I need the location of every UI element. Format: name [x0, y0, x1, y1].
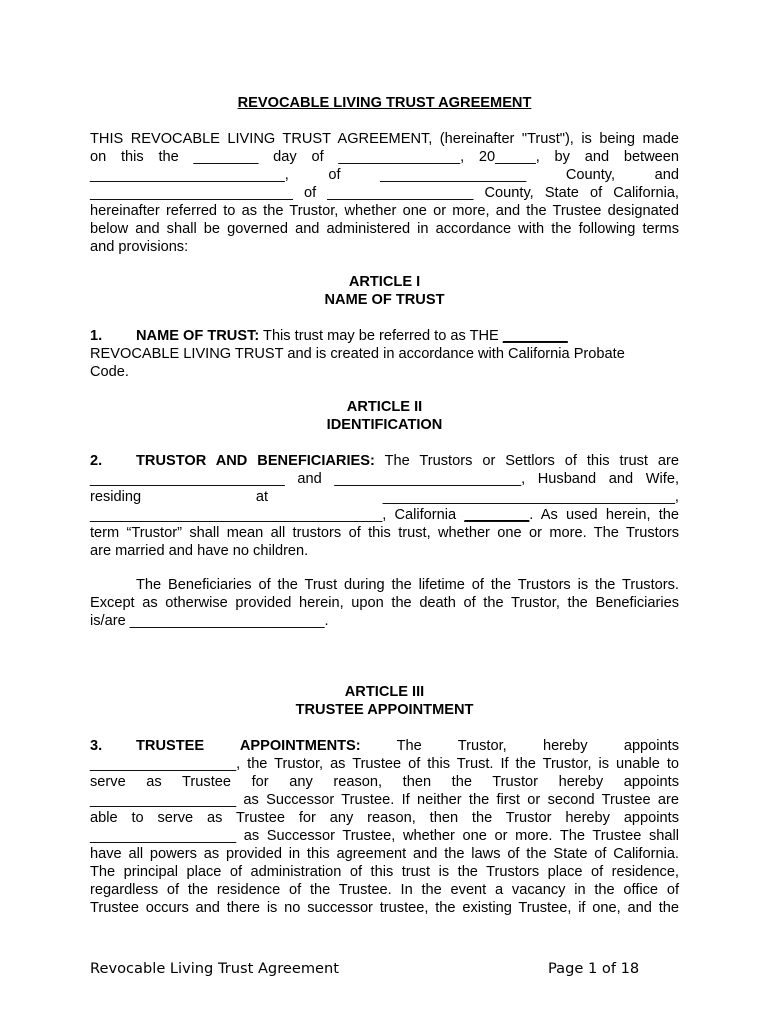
intro-line: hereinafter referred to as the Trustor, whether one or more, and the Trustee designated: [90, 203, 679, 219]
section-line: are married and have no children.: [90, 543, 309, 559]
section-line: Except as otherwise provided herein, upon the death of the Trustor, the Beneficiaries: [90, 595, 679, 611]
section-line: term “Trustor” shall mean all trustors of this trust, whether one or more. The Trustors: [90, 525, 679, 541]
section-text: This trust may be referred to as THE: [259, 328, 503, 344]
article-3-heading: ARTICLE III: [344, 684, 425, 700]
section-number: 3.: [90, 738, 103, 754]
section-text: The Trustor, hereby appoints: [360, 738, 680, 754]
document-title: REVOCABLE LIVING TRUST AGREEMENT: [237, 95, 532, 111]
intro-line: below and shall be governed and administered in accordance with the following terms: [90, 221, 679, 237]
article-2-subheading: IDENTIFICATION: [326, 417, 443, 433]
intro-line: THIS REVOCABLE LIVING TRUST AGREEMENT, (hereinafter "Trust"), is being made: [90, 131, 679, 147]
section-text: The Beneficiaries of the Trust during the lifetime of the Trustors is the Trustors.: [136, 577, 679, 593]
section-line: serve as Trustee for any reason, then the Trustor hereby appoints: [90, 774, 679, 790]
section-line: Trustee occurs and there is no successor trustee, the existing Trustee, if one, and the: [90, 900, 679, 916]
section-label: NAME OF TRUST:: [136, 328, 260, 344]
intro-line: and provisions:: [90, 239, 189, 255]
section-label: TRUSTEE APPOINTMENTS:: [136, 738, 361, 754]
article-1-subheading: NAME OF TRUST: [324, 292, 445, 308]
section-number: 1.: [90, 328, 103, 344]
section-text: ____________________________________, California: [90, 507, 465, 523]
section-text: . As used herein, the: [529, 507, 680, 523]
section-line: able to serve as Trustee for any reason, then the Trustor hereby appoints: [90, 810, 679, 826]
intro-paragraph: [90, 130, 679, 256]
section-line: residing at ____________________________________,: [90, 489, 679, 505]
intro-line: on this the ________ day of _______________, 20_____, by and between: [90, 149, 679, 165]
section-line: is/are ________________________.: [90, 613, 329, 629]
section-number: 2.: [90, 453, 103, 469]
section-line: REVOCABLE LIVING TRUST and is created in accordance with California Probate: [90, 346, 625, 362]
section-label: TRUSTOR AND BENEFICIARIES:: [136, 453, 375, 469]
intro-line: ________________________, of __________________ County, and: [90, 167, 679, 183]
footer-page-number: Page 1 of 18: [548, 960, 640, 977]
section-3-paragraph: [90, 737, 679, 917]
section-text: The Trustors or Settlors of this trust are: [374, 453, 679, 469]
trust-name-blank: ________: [502, 328, 568, 344]
section-line: __________________ as Successor Trustee. If neither the first or second Trustee are: [90, 792, 679, 808]
section-1-paragraph: [90, 327, 679, 381]
section-line: have all powers as provided in this agreement and the laws of the State of California.: [90, 846, 679, 862]
footer-title: Revocable Living Trust Agreement: [90, 960, 339, 977]
section-line: regardless of the residence of the Trustee. In the event a vacancy in the office of: [90, 882, 679, 898]
county-blank: ________: [464, 507, 530, 523]
article-3-subheading: TRUSTEE APPOINTMENT: [295, 702, 474, 718]
section-line: __________________, the Trustor, as Trustee of this Trust. If the Trustor, is unable to: [90, 756, 679, 772]
article-2-heading: ARTICLE II: [346, 399, 423, 415]
article-1-heading: ARTICLE I: [348, 274, 421, 290]
section-line: __________________ as Successor Trustee, whether one or more. The Trustee shall: [90, 828, 679, 844]
section-line: The principal place of administration of this trust is the Trustors place of residence,: [90, 864, 679, 880]
section-line: Code.: [90, 364, 129, 380]
intro-line: _________________________ of __________________ County, State of California,: [90, 185, 679, 201]
section-line: ________________________ and _______________________, Husband and Wife,: [90, 471, 679, 487]
section-2-paragraph: [90, 452, 679, 560]
beneficiaries-paragraph: [90, 576, 679, 630]
